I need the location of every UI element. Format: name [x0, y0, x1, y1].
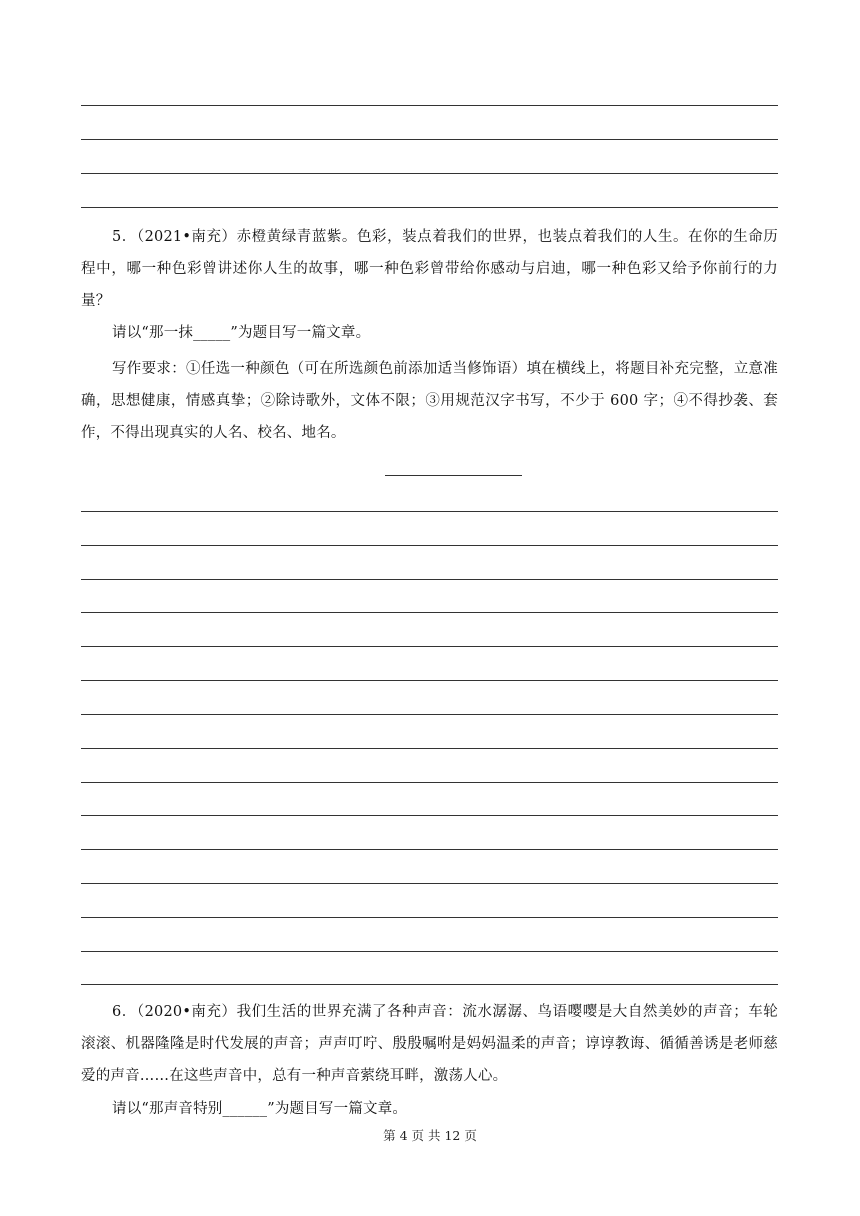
answer-line: [81, 612, 778, 613]
answer-line: [81, 511, 778, 512]
answer-line: [81, 173, 778, 174]
question-6-prompt: 请以“那声音特别______”为题目写一篇文章。: [112, 1101, 408, 1117]
answer-line: [81, 579, 778, 580]
answer-line: [81, 714, 778, 715]
answer-line: [81, 139, 778, 140]
answer-line: [81, 207, 778, 208]
question-5-prompt: 请以“那一抹_____”为题目写一篇文章。: [112, 325, 371, 341]
answer-line: [81, 815, 778, 816]
answer-line: [81, 646, 778, 647]
answer-line: [81, 849, 778, 850]
question-6-stem: 6．（2020•南充）我们生活的世界充满了各种声音：流水潺潺、鸟语嘤嘤是大自然美妙的声音；车轮滚滚、机器隆隆是时代发展的声音；声声叮咛、殷殷嘱咐是妈妈温柔的声音；谆谆教诲、循循善诱是老师慈爱的声音……在这些声音中，总有一种声音萦绕耳畔，激荡人心。: [81, 1004, 778, 1084]
question-5-stem: 5．（2021•南充）赤橙黄绿青蓝紫。色彩，装点着我们的世界，也装点着我们的人生。在你的生命历程中，哪一种色彩曾讲述你人生的故事，哪一种色彩曾带给你感动与启迪，哪一种色彩又给予你前行的力量？: [81, 229, 778, 309]
answer-line: [81, 917, 778, 918]
question-5-requirements: 写作要求：①任选一种颜色（可在所选颜色前添加适当修饰语）填在横线上，将题目补充完整，立意准确，思想健康，情感真挚；②除诗歌外，文体不限；③用规范汉字书写，不少于 600 字；④不得抄袭、套作，不得出现真实的人名、校名、地名。: [81, 361, 778, 441]
page-footer: 第 4 页 共 12 页: [383, 1128, 477, 1143]
answer-line: [81, 680, 778, 681]
answer-line: [81, 782, 778, 783]
answer-line: [81, 951, 778, 952]
answer-line: [81, 748, 778, 749]
answer-line: [81, 545, 778, 546]
answer-line: [81, 984, 778, 985]
essay-title-blank: [385, 475, 522, 476]
answer-line: [81, 105, 778, 106]
answer-line: [81, 883, 778, 884]
